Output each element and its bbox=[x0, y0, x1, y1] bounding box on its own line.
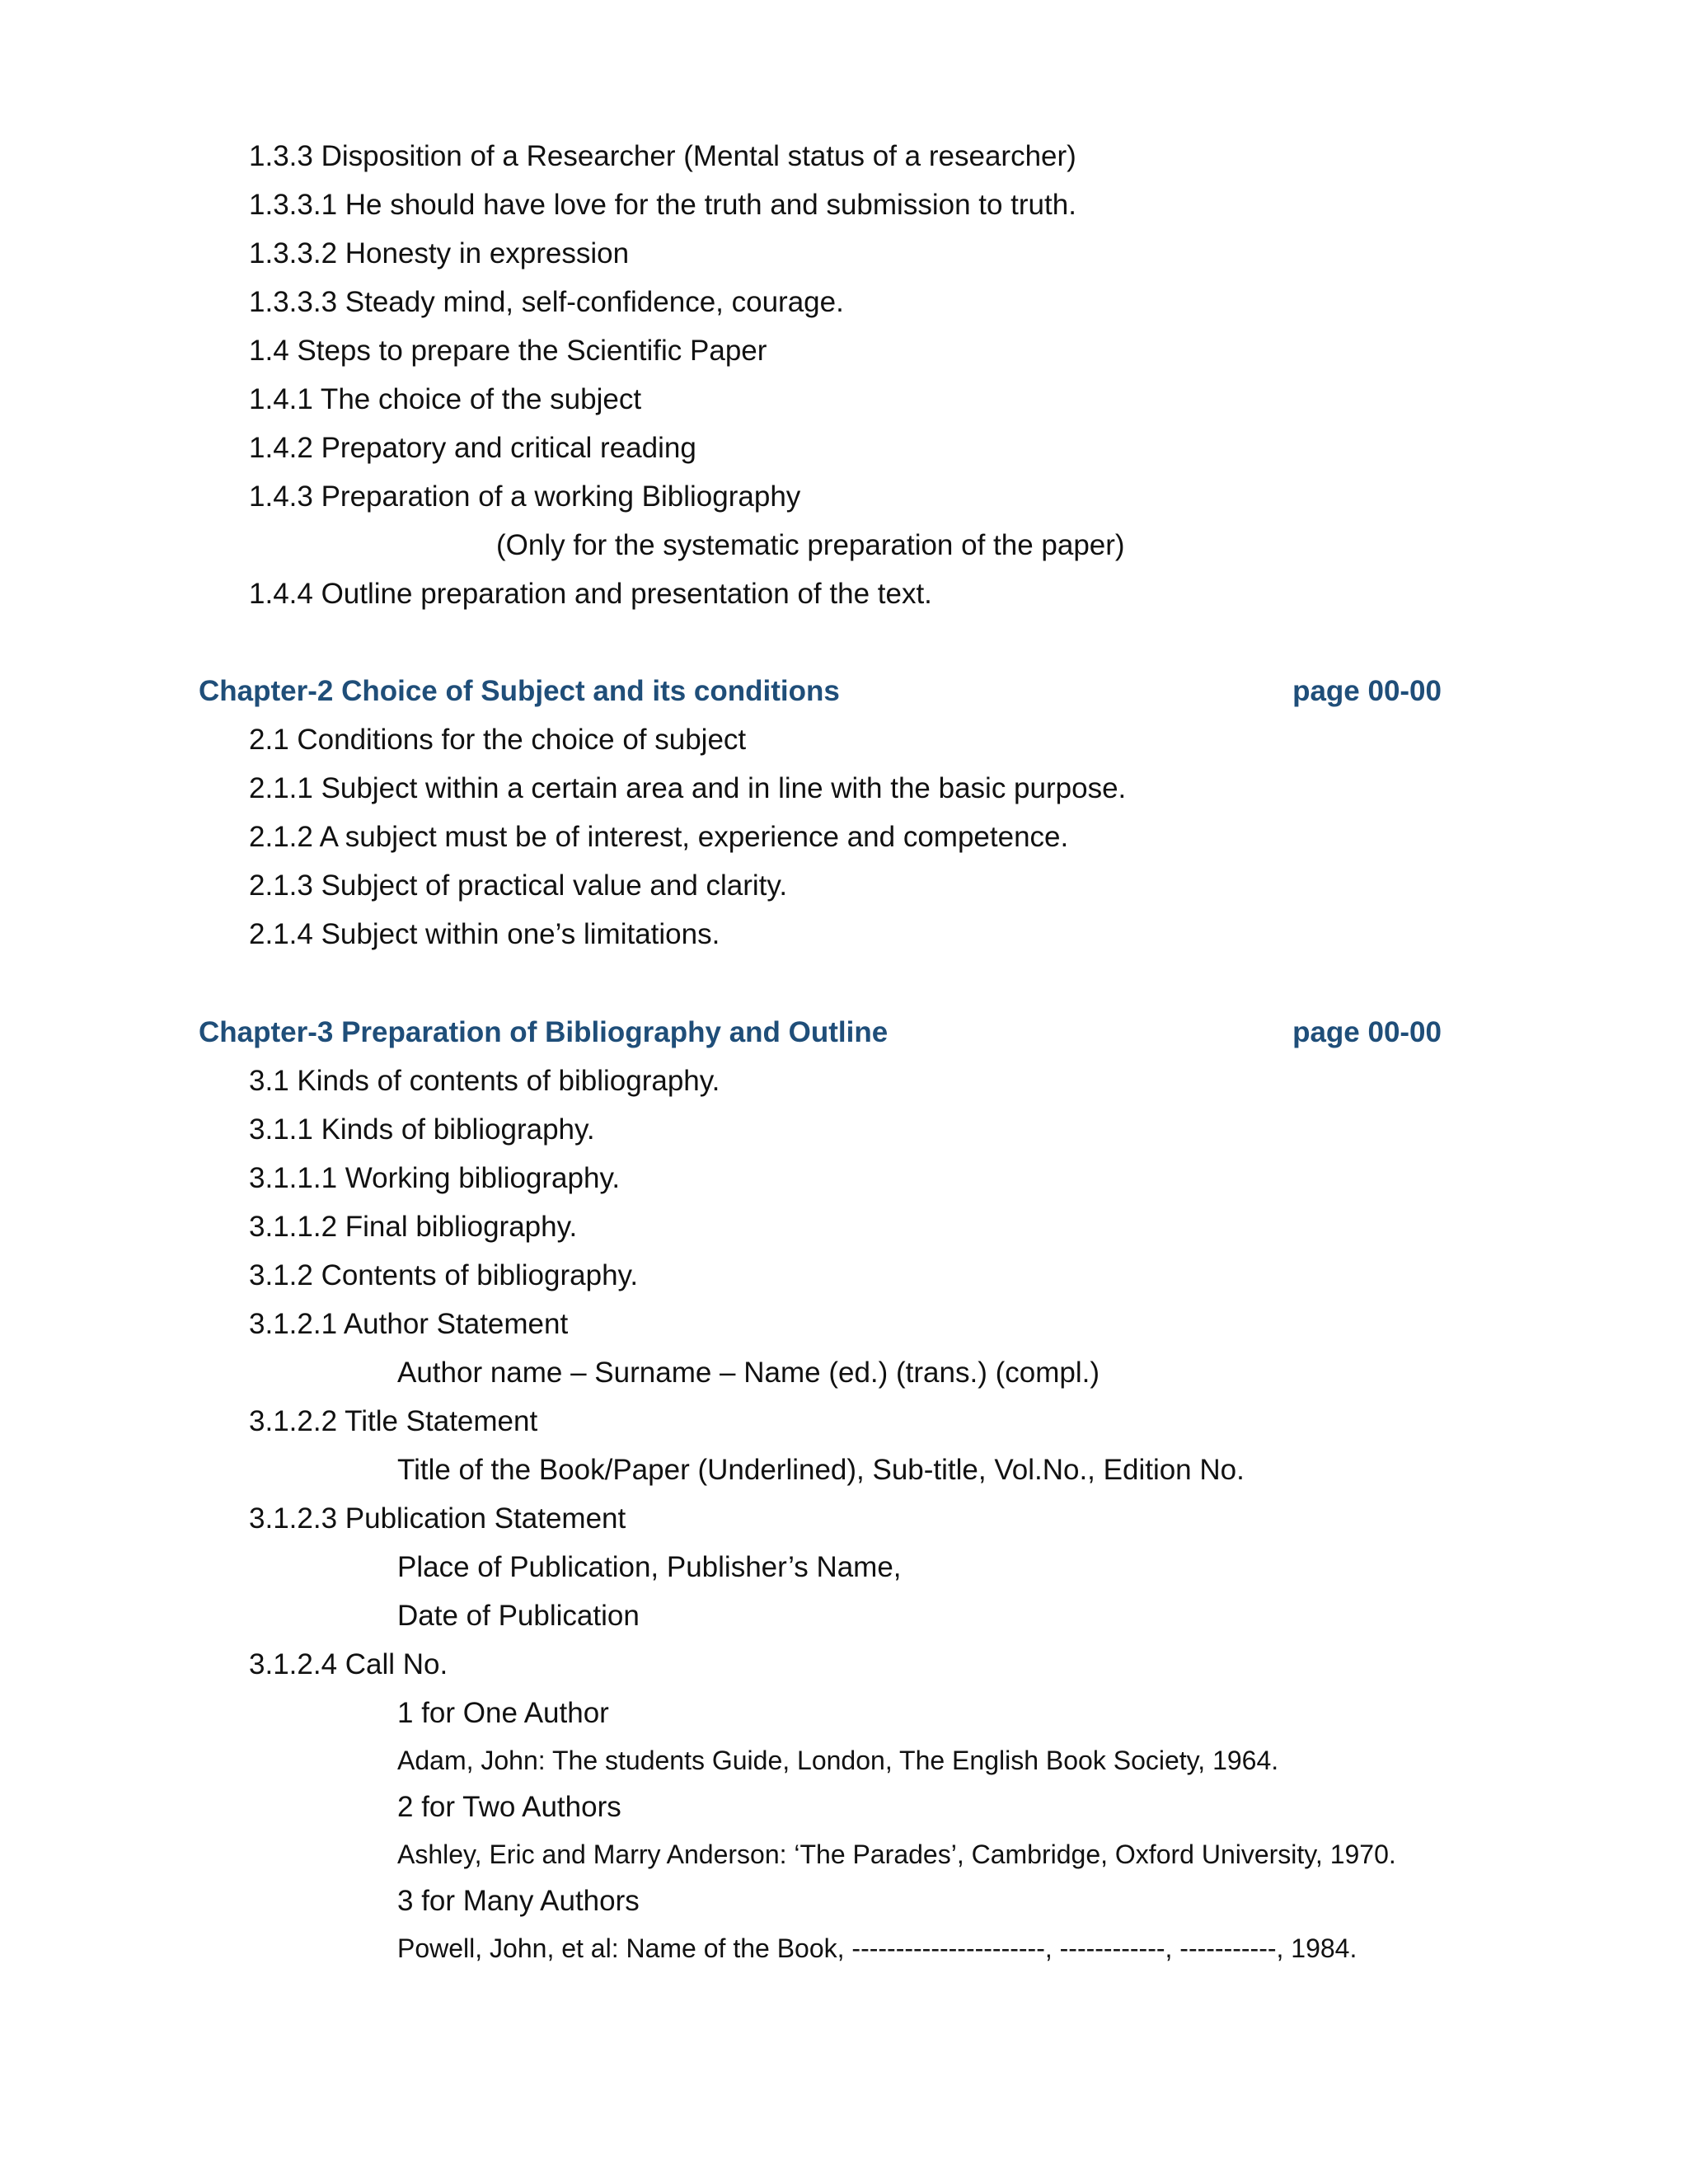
toc-detail: Title of the Book/Paper (Underlined), Sub-title, Vol.No., Edition No. bbox=[397, 1454, 1245, 1486]
chapter-3-title: Chapter-3 Preparation of Bibliography and Outline bbox=[199, 1016, 889, 1048]
bibliography-example: Adam, John: The students Guide, London, The English Book Society, 1964. bbox=[397, 1746, 1279, 1775]
toc-entry-1-3-3-1: 1.3.3.1 He should have love for the truth and submission to truth. bbox=[249, 189, 1076, 221]
toc-entry-1-4-3: 1.4.3 Preparation of a working Bibliography bbox=[249, 480, 801, 513]
toc-entry-3-1: 3.1 Kinds of contents of bibliography. bbox=[249, 1065, 720, 1097]
chapter-2-title: Chapter-2 Choice of Subject and its conditions bbox=[199, 675, 840, 707]
toc-detail: Author name – Surname – Name (ed.) (trans.) (compl.) bbox=[397, 1357, 1100, 1389]
chapter-3-page-ref: page 00-00 bbox=[1292, 1016, 1442, 1048]
toc-entry-3-1-2-3: 3.1.2.3 Publication Statement bbox=[249, 1502, 626, 1535]
toc-entry-2-1-4: 2.1.4 Subject within one’s limitations. bbox=[249, 918, 720, 950]
toc-entry-2-1-1: 2.1.1 Subject within a certain area and in line with the basic purpose. bbox=[249, 772, 1127, 804]
toc-entry-1-4-1: 1.4.1 The choice of the subject bbox=[249, 383, 642, 415]
toc-entry-2-1-3: 2.1.3 Subject of practical value and clarity. bbox=[249, 869, 788, 902]
toc-entry-1-4-2: 1.4.2 Prepatory and critical reading bbox=[249, 432, 696, 464]
toc-entry-3-1-1: 3.1.1 Kinds of bibliography. bbox=[249, 1113, 595, 1146]
toc-entry-3-1-1-1: 3.1.1.1 Working bibliography. bbox=[249, 1162, 621, 1194]
toc-entry-1-4: 1.4 Steps to prepare the Scientific Paper bbox=[249, 335, 767, 367]
chapter-2-page-ref: page 00-00 bbox=[1292, 675, 1442, 707]
toc-entry-2-1-2: 2.1.2 A subject must be of interest, experience and competence. bbox=[249, 821, 1069, 853]
toc-entry-3-1-2-1: 3.1.2.1 Author Statement bbox=[249, 1308, 569, 1340]
bibliography-example: Ashley, Eric and Marry Anderson: ‘The Parades’, Cambridge, Oxford University, 1970. bbox=[397, 1840, 1396, 1869]
toc-detail: Place of Publication, Publisher’s Name, bbox=[397, 1551, 902, 1583]
toc-entry-1-4-4: 1.4.4 Outline preparation and presentation of the text. bbox=[249, 578, 932, 610]
bibliography-example: Powell, John, et al: Name of the Book, ----------------------, ------------, -----------, 1984. bbox=[397, 1933, 1357, 1963]
toc-entry-1-3-3: 1.3.3 Disposition of a Researcher (Mental status of a researcher) bbox=[249, 140, 1076, 172]
toc-entry-2-1: 2.1 Conditions for the choice of subject bbox=[249, 724, 747, 756]
toc-entry-1-3-3-3: 1.3.3.3 Steady mind, self-confidence, courage. bbox=[249, 286, 844, 318]
toc-detail: 2 for Two Authors bbox=[397, 1791, 621, 1823]
toc-entry-1-3-3-2: 1.3.3.2 Honesty in expression bbox=[249, 237, 630, 269]
toc-entry-3-1-2-4: 3.1.2.4 Call No. bbox=[249, 1648, 448, 1680]
toc-detail: 3 for Many Authors bbox=[397, 1885, 640, 1917]
toc-entry-3-1-2: 3.1.2 Contents of bibliography. bbox=[249, 1259, 639, 1291]
toc-entry-3-1-2-2: 3.1.2.2 Title Statement bbox=[249, 1405, 538, 1437]
toc-entry-3-1-1-2: 3.1.1.2 Final bibliography. bbox=[249, 1211, 578, 1243]
toc-note: (Only for the systematic preparation of the paper) bbox=[496, 529, 1125, 561]
toc-detail: Date of Publication bbox=[397, 1600, 640, 1632]
toc-detail: 1 for One Author bbox=[397, 1697, 609, 1729]
